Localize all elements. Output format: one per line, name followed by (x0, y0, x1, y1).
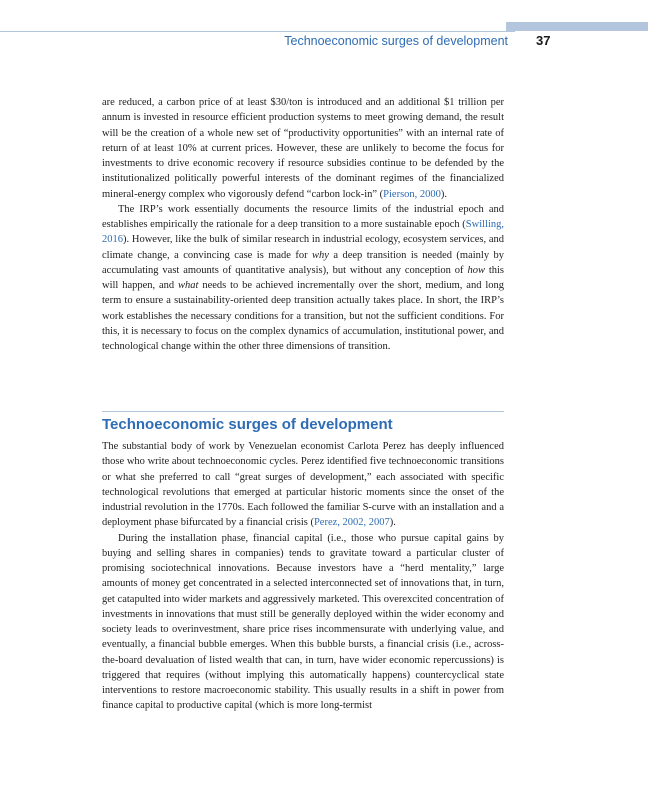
citation-link[interactable]: Pierson, 2000 (383, 188, 441, 200)
section-heading: Technoeconomic surges of development (102, 416, 393, 433)
section-rule (102, 411, 504, 412)
paragraph (102, 95, 504, 202)
text: a deep transition is needed (mainly by accumulating vast amounts of quantitative analysis), but without any conception of (102, 249, 504, 276)
paragraph (102, 202, 504, 355)
text: ). However, like the bulk of similar research in industrial ecology, ecosystem services, and climate change, a convincing case is made for (102, 234, 504, 261)
running-head: Technoeconomic surges of development (284, 34, 508, 48)
citation-link[interactable]: Perez, 2002, 2007 (313, 517, 390, 529)
text: needs to be achieved incrementally over the short, medium, and long term to ensure a sustainability-oriented deep transition actually takes place. In short, the IRP’s work establishes the necessary conditions for a transition, but not the sufficient conditions. For this, it is necessary to focus on the complex dynamics of accumulation, institutional power, and technological change within the other three dimensions of transition. (102, 280, 504, 352)
citation-link[interactable]: Swilling, 2016 (102, 219, 504, 246)
paragraph (102, 439, 504, 531)
text: The IRP’s work essentially documents the resource limits of the industrial epoch and establishes empirically the rationale for a deep transition to a more sustainable epoch ( (102, 203, 504, 230)
text: ). (389, 517, 396, 529)
emphasis: how (467, 264, 485, 276)
section-1-body (102, 95, 504, 354)
paragraph (102, 531, 504, 714)
emphasis: why (312, 249, 329, 261)
text: During the installation phase, financial capital (i.e., those who pursue capital gains by buying and selling shares in companies) tends to gravitate toward a particular cluster of promising sociotechnical innovations. Because investors have a “herd mentality,” large amounts of money get concentrated in a selected interconnected set of innovations that, in turn, get catapulted into wider markets and aggressively marketed. This overexcited concentration of investments in innovations that must still be generally deployed within the wider economy and society leads to overinvestment, share price rises incommensurate with underlying value, and eventually, a financial bubble emerges. When this bubble bursts, a financial crisis (i.e., across-the-board devaluation of listed wealth that can, in turn, have wider economic repercussions) is triggered that requires (without implying this automatically happens) countercyclical state interventions to restore macroeconomic stability. This usually results in a shift in power from finance capital to productive capital (which is more long-termist (102, 532, 504, 712)
header-rule (0, 31, 515, 32)
text: this will happen, and (102, 264, 505, 291)
section-2-body (102, 439, 504, 714)
page-number: 37 (536, 33, 551, 48)
header-accent-bar (506, 22, 648, 31)
text: The substantial body of work by Venezuelan economist Carlota Perez has deeply influenced those who write about technoeconomic cycles. Perez identified five technoeconomic transitions or what she preferred to call “great surges of development,” each associated with specific technological revolutions that emerged at particular historic moments since the onset of the industrial revolution in the 1770s. Each followed the familiar S-curve with an installation and a deployment phase bifurcated by a financial crisis ( (102, 441, 504, 529)
text: are reduced, a carbon price of at least $30/ton is introduced and an additional $1 trillion per annum is invested in resource efficient production systems to meet growing demand, the result will be the creation of a whole new set of “productivity opportunities” with an internal rate of return of at least 10% at current prices. However, these are unlikely to become the focus for investments to drive economic recovery if resource subsidies continue to be defended by the institutionalized politically powerful interests of the dominant regimes of the financialized mineral-energy complex who vigorously defend “carbon lock-in” ( (102, 97, 504, 200)
text: ). (440, 188, 448, 200)
emphasis: what (178, 280, 199, 291)
